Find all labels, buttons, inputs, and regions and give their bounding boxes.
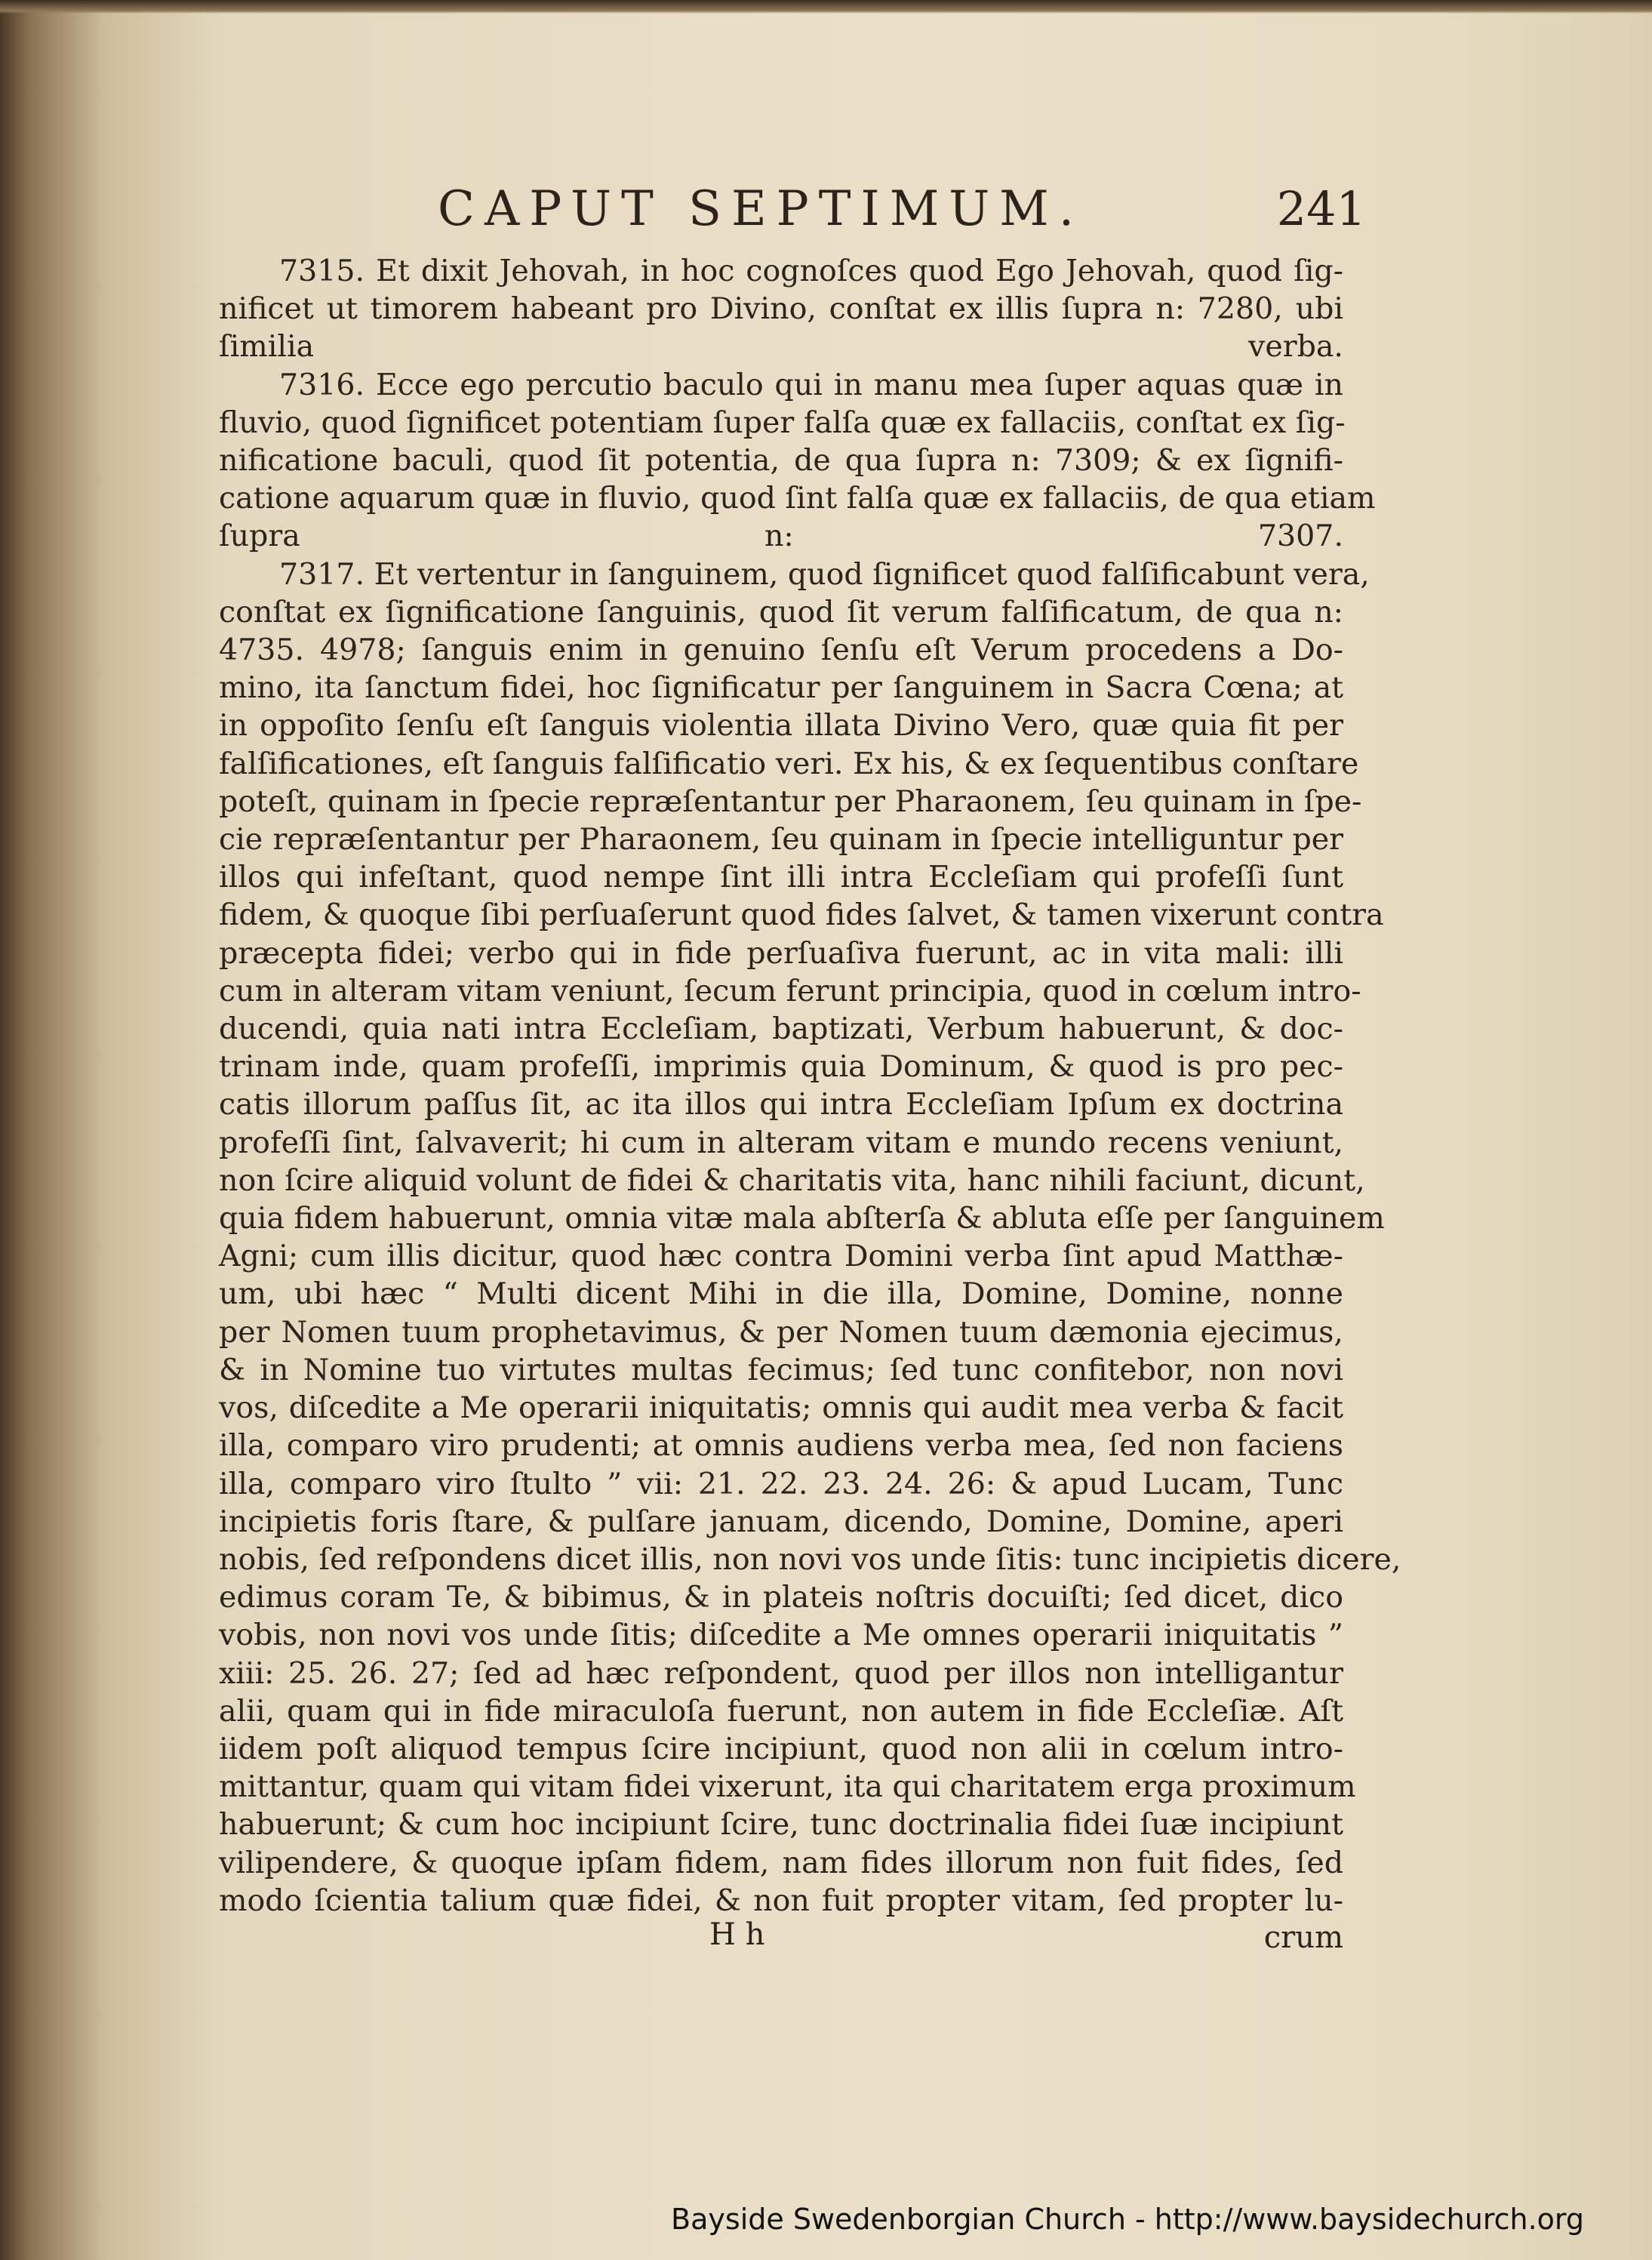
text-line: catione aquarum quæ in fluvio, quod ſint falſa quæ ex fallaciis, de qua etiam [219, 481, 1376, 516]
text-line: um, ubi hæc “ Multi dicent Mihi in die illa, Domine, Domine, nonne [219, 1276, 1343, 1312]
text-line: falſificationes, eſt ſanguis falſificatio veri. Ex his, & ex ſequentibus conſtare [219, 746, 1359, 781]
signature-mark: H h [709, 1917, 765, 1952]
text-line: incipietis foris ſtare, & pulſare januam, dicendo, Domine, Domine, aperi [219, 1504, 1343, 1539]
text-line: fidem, & quoque ſibi perſuaſerunt quod fides ſalvet, & tamen vixerunt contra [219, 898, 1384, 933]
page-number: 241 [1276, 181, 1366, 236]
text-line: 7317. Et vertentur in ſanguinem, quod ſignificet quod falſificabunt vera, [279, 556, 1370, 592]
text-line: nobis, ſed reſpondens dicet illis, non novi vos unde ſitis: tunc incipietis dicere, [219, 1541, 1401, 1577]
text-line: cum in alteram vitam veniunt, ſecum ferunt principia, quod in cœlum intro- [219, 973, 1361, 1008]
text-line: alii, quam qui in fide miraculoſa fuerunt, non autem in fide Eccleſiæ. Aſt [219, 1693, 1343, 1729]
text-line: fluvio, quod ſignificet potentiam ſuper falſa quæ ex fallaciis, conſtat ex ſig- [219, 405, 1346, 440]
text-line: trinam inde, quam profeſſi, imprimis quia Dominum, & quod is pro pec- [219, 1049, 1343, 1085]
text-line: 4735. 4978; ſanguis enim in genuino ſenſu eſt Verum procedens a Do- [219, 633, 1343, 668]
text-line: illos qui infeſtant, quod nempe ſint illi intra Eccleſiam qui profeſſi ſunt [219, 860, 1343, 895]
text-line: per Nomen tuum prophetavimus, & per Nomen tuum dæmonia ejecimus, [219, 1314, 1343, 1350]
text-line: vilipendere, & quoque ipſam fidem, nam fides illorum non fuit fides, ſed [219, 1845, 1343, 1880]
text-line: ſimilia verba. [219, 329, 1343, 365]
text-line: 7316. Ecce ego percutio baculo qui in manu mea ſuper aquas quæ in [279, 367, 1343, 402]
text-line: nificatione baculi, quod ſit potentia, de qua ſupra n: 7309; & ex ſignifi- [219, 443, 1343, 479]
text-line: poteſt, quinam in ſpecie repræſentantur per Pharaonem, ſeu quinam in ſpe- [219, 784, 1362, 819]
catchword: crum [1263, 1920, 1343, 1955]
text-line: catis illorum paſſus ſit, ac ita illos qui intra Eccleſiam Ipſum ex doctrina [219, 1087, 1343, 1122]
text-line: in oppoſito ſenſu eſt ſanguis violentia illata Divino Vero, quæ quia fit per [219, 708, 1343, 744]
paragraph [219, 252, 1343, 366]
text-line: vobis, non novi vos unde ſitis; diſcedite a Me omnes operarii iniquitatis ” [219, 1618, 1343, 1653]
text-line: ſupra n: 7307. [219, 519, 1343, 554]
text-line: cie repræſentantur per Pharaonem, ſeu quinam in ſpecie intelliguntur per [219, 822, 1343, 858]
page-top-edge [0, 0, 1652, 14]
text-line: mittantur, quam qui vitam fidei vixerunt, ita qui charitatem erga proximum [219, 1769, 1356, 1805]
text-line: quia fidem habuerunt, omnia vitæ mala abſterſa & abluta eſſe per ſanguinem [219, 1201, 1385, 1236]
text-line: illa, comparo viro ſtulto ” vii: 21. 22. 23. 24. 26: & apud Lucam, Tunc [219, 1466, 1343, 1501]
text-line: non ſcire aliquid volunt de fidei & charitatis vita, hanc nihili faciunt, dicunt, [219, 1162, 1365, 1198]
text-line: præcepta fidei; verbo qui in fide perſuaſiva fuerunt, ac in vita mali: illi [219, 935, 1343, 971]
text-line: & in Nomine tuo virtutes multas fecimus; ſed tunc confitebor, non novi [219, 1352, 1343, 1387]
text-line: xiii: 25. 26. 27; ſed ad hæc reſpondent, quod per illos non intelligantur [219, 1655, 1343, 1691]
text-line: vos, diſcedite a Me operarii iniquitatis; omnis qui audit mea verba & facit [219, 1390, 1343, 1426]
running-header [438, 175, 1366, 243]
chapter-title: CAPUT SEPTIMUM. [438, 181, 1084, 237]
text-line: 7315. Et dixit Jehovah, in hoc cognoſces quod Ego Jehovah, quod ſig- [279, 254, 1343, 288]
text-line: ducendi, quia nati intra Eccleſiam, baptizati, Verbum habuerunt, & doc- [219, 1011, 1343, 1047]
text-line: illa, comparo viro prudenti; at omnis audiens verba mea, ſed non faciens [219, 1428, 1343, 1464]
paragraph [219, 556, 1401, 1920]
body-text [219, 252, 1401, 1920]
text-line: habuerunt; & cum hoc incipiunt ſcire, tunc doctrinalia fidei ſuæ incipiunt [219, 1807, 1343, 1843]
paragraph [219, 366, 1376, 556]
text-line: profeſſi ſint, ſalvaverit; hi cum in alteram vitam e mundo recens veniunt, [219, 1125, 1343, 1160]
text-line: iidem poſt aliquod tempus ſcire incipiunt, quod non alii in cœlum intro- [219, 1731, 1343, 1766]
text-line: modo ſcientia talium quæ fidei, & non fuit propter vitam, ſed propter lu- [219, 1883, 1343, 1918]
text-line: mino, ita ſanctum fidei, hoc ſignificatur per ſanguinem in Sacra Cœna; at [219, 670, 1343, 706]
text-line: nificet ut timorem habeant pro Divino, conſtat ex illis ſupra n: 7280, ubi [219, 291, 1343, 327]
text-line: Agni; cum illis dicitur, quod hæc contra Domini verba ſint apud Matthæ- [219, 1239, 1343, 1274]
text-line: edimus coram Te, & bibimus, & in plateis noſtris docuiſti; ſed dicet, dico [219, 1580, 1343, 1615]
text-line: conſtat ex ſignificatione ſanguinis, quod ſit verum falſificatum, de qua n: [219, 594, 1343, 630]
footer-credit: Bayside Swedenborgian Church - http://www.baysidechurch.org [671, 2203, 1584, 2236]
